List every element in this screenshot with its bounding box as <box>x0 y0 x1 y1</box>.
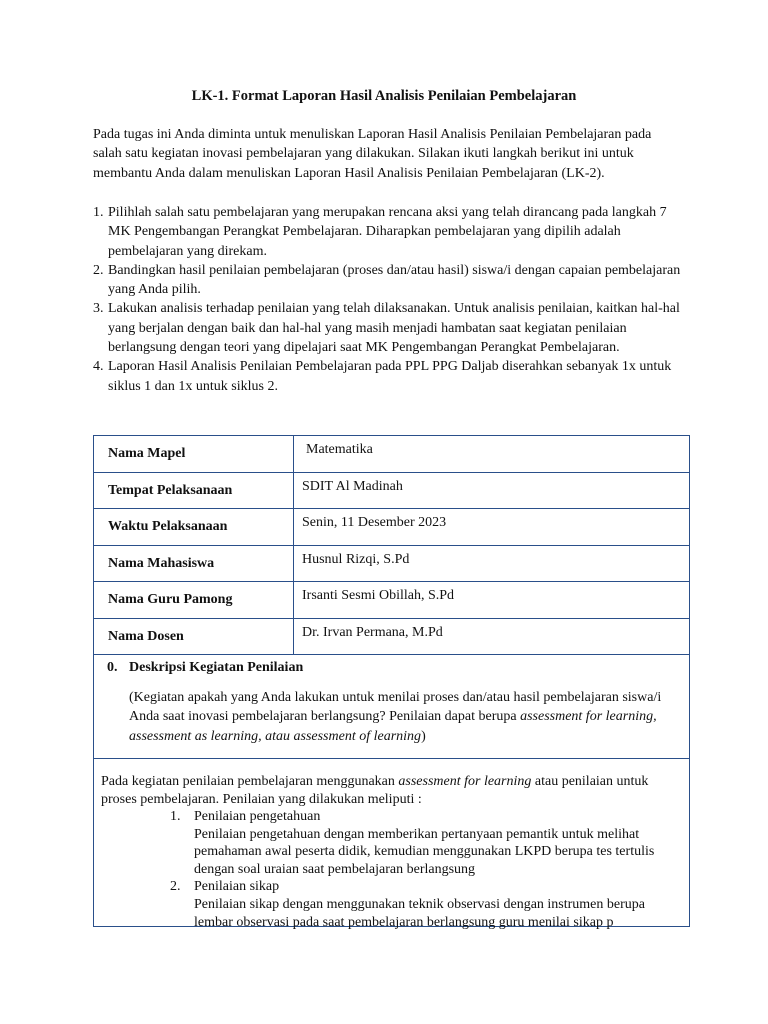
step-text: Bandingkan hasil penilaian pembelajaran (proses dan/atau hasil) siswa/i dengan capaian pembelajaran yang Anda pilih. <box>108 262 681 298</box>
row-label: Nama Mahasiswa <box>94 545 294 582</box>
section-heading <box>107 660 303 676</box>
list-heading: Penilaian pengetahuan <box>194 809 321 824</box>
list-text: Penilaian pengetahuan dengan memberikan pertanyaan pemantik untuk melihat pemahaman awal peserta didik, kemudian menggunakan LKPD berupa tes tertulis dengan soal uraian saat pembelajaran berlangsung <box>194 826 655 877</box>
list-text: Penilaian sikap dengan menggunakan teknik observasi dengan instrumen berupa lembar observasi pada saat pembelajaran berlangsung guru menilai sikap p <box>194 896 645 930</box>
section-desc-plain: (Kegiatan apakah yang Anda lakukan untuk menilai proses dan/atau hasil pembelajaran siswa/i Anda saat inovasi pembelajaran berlangsung? Penilaian dapat berupa <box>129 690 662 725</box>
section-number: 0. <box>107 660 118 675</box>
row-value: SDIT Al Madinah <box>294 472 690 509</box>
step-number: 1. <box>93 205 104 220</box>
table-row <box>94 618 690 655</box>
section-desc-end: ) <box>421 728 426 744</box>
identity-table <box>93 435 690 655</box>
row-value: Matematika <box>294 436 690 473</box>
list-item <box>170 878 685 931</box>
assessment-list <box>170 808 685 931</box>
step-item <box>93 203 681 261</box>
instruction-steps <box>93 203 681 396</box>
step-text: Pilihlah salah satu pembelajaran yang merupakan rencana aksi yang telah dirancang pada langkah 7 MK Pengembangan Perangkat Pembelajaran. Diharapkan pembelajaran yang dipilih adalah pembelajaran yang direkam. <box>108 205 667 259</box>
table-row <box>94 582 690 619</box>
row-value: Senin, 11 Desember 2023 <box>294 509 690 546</box>
table-row <box>94 545 690 582</box>
table-row <box>94 436 690 473</box>
row-value: Husnul Rizqi, S.Pd <box>294 545 690 582</box>
section-description <box>129 688 681 746</box>
content-para-a: Pada kegiatan penilaian pembelajaran menggunakan <box>101 774 399 789</box>
row-label: Nama Guru Pamong <box>94 582 294 619</box>
document-title: LK-1. Format Laporan Hasil Analisis Penilaian Pembelajaran <box>191 88 577 104</box>
row-value: Irsanti Sesmi Obillah, S.Pd <box>294 582 690 619</box>
list-body <box>194 808 685 878</box>
step-number: 3. <box>93 301 104 317</box>
row-value: Dr. Irvan Permana, M.Pd <box>294 618 690 655</box>
step-item <box>93 299 681 357</box>
list-number: 2. <box>170 879 181 895</box>
step-item <box>93 261 681 300</box>
list-body <box>194 878 685 931</box>
step-text: Lakukan analisis terhadap penilaian yang telah dilaksanakan. Untuk analisis penilaian, kaitkan hal-hal yang berjalan dengan baik dan hal-hal yang masih menjadi hambatan saat kegiatan penilaian berlangsung dengan teori yang dipelajari saat MK Pengembangan Perangkat Pembelajaran. <box>108 301 680 356</box>
list-item <box>170 808 685 878</box>
table-row <box>94 472 690 509</box>
step-number: 4. <box>93 359 104 375</box>
content-paragraph <box>101 773 685 808</box>
step-item <box>93 357 681 396</box>
row-label: Nama Mapel <box>94 436 294 473</box>
content-para-italic: assessment for learning <box>398 774 532 789</box>
list-heading: Penilaian sikap <box>194 879 280 895</box>
intro-paragraph: Pada tugas ini Anda diminta untuk menuliskan Laporan Hasil Analisis Penilaian Pembelajaran pada salah satu kegiatan inovasi pembelajaran yang dilakukan. Silakan ikuti langkah berikut ini untuk membantu Anda dalam menuliskan Laporan Hasil Analisis Penilaian Pembelajaran (LK-2). <box>93 127 652 181</box>
step-number: 2. <box>93 262 104 278</box>
table-row <box>94 509 690 546</box>
content-para-b: atau penilaian untuk proses pembelajaran. Penilaian yang dilakukan meliputi : <box>101 774 649 807</box>
row-label: Nama Dosen <box>94 618 294 655</box>
list-number: 1. <box>170 809 181 824</box>
section-desc-italic: assessment for learning, assessment as learning, atau assessment of learning <box>129 709 657 744</box>
section-heading-text: Deskripsi Kegiatan Penilaian <box>129 660 304 675</box>
step-text: Laporan Hasil Analisis Penilaian Pembelajaran pada PPL PPG Daljab diserahkan sebanyak 1x untuk siklus 1 dan 1x untuk siklus 2. <box>108 359 672 394</box>
row-label: Waktu Pelaksanaan <box>94 509 294 546</box>
row-label: Tempat Pelaksanaan <box>94 472 294 509</box>
